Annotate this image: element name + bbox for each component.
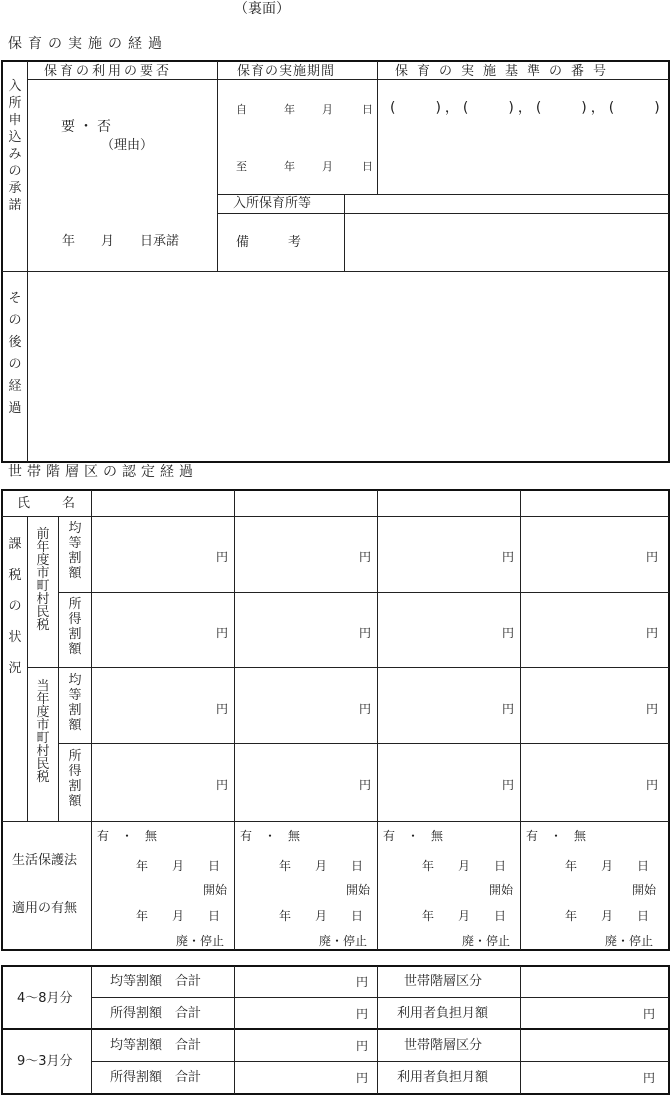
side-label-keika-char: そ — [8, 291, 22, 306]
hogo-start-date-c4: 年 月 日 — [565, 859, 650, 873]
zennendo-label-char: 度 — [36, 553, 50, 568]
futan-2-yen: 円 — [643, 1071, 656, 1085]
kazei-label-char: の — [8, 599, 22, 614]
hogo-end-date-c4: 年 月 日 — [565, 909, 650, 923]
shotoku-label-char: 所 — [68, 597, 82, 612]
side-label-keika-char: の — [8, 357, 22, 372]
kinto-label-2 — [63, 674, 87, 732]
side-label-keika-char: の — [8, 313, 22, 328]
period-from-month: 月 — [322, 103, 333, 116]
shotoku-label-char: 得 — [68, 612, 82, 627]
tax-yen-r4-c1: 円 — [216, 778, 229, 792]
tonendo-label-char: 市 — [36, 718, 50, 733]
section2-title: 世帯階層区の認定経過 — [8, 464, 198, 480]
hogo-start-date-c1: 年 月 日 — [136, 859, 221, 873]
tax-yen-r2-c1: 円 — [216, 626, 229, 640]
hogo-start-date-c3: 年 月 日 — [422, 859, 507, 873]
side-label-keika-char: 過 — [8, 401, 22, 416]
side-label-shodaku-char: 所 — [8, 96, 22, 111]
side-label-shodaku-char: 申 — [8, 113, 22, 128]
tax-yen-r3-c4: 円 — [646, 702, 659, 716]
tonendo-label-char: 民 — [36, 757, 50, 772]
shimei-label: 氏 名 — [17, 496, 78, 511]
futan-label-2: 利用者負担月額 — [397, 1070, 489, 1085]
hogo-kaishi-c3: 開始 — [489, 883, 514, 897]
period-row-2: 9～3月分 — [17, 1054, 73, 1069]
hogo-kaishi-c1: 開始 — [203, 883, 228, 897]
tonendo-label-char: 年 — [36, 692, 50, 707]
side-label-shodaku-char: 承 — [8, 181, 22, 196]
period-from-label: 自 — [236, 103, 247, 116]
tax-yen-r3-c2: 円 — [359, 702, 372, 716]
hogo-umu-c2: 有 ・ 無 — [240, 829, 301, 843]
kazei-label-char: 税 — [8, 568, 22, 583]
hogo-start-date-c2: 年 月 日 — [279, 859, 364, 873]
kinto-label-char: 等 — [68, 688, 82, 703]
zennendo-label-char: 年 — [36, 540, 50, 555]
kazei-label-char: 課 — [8, 537, 22, 552]
tax-yen-r2-c4: 円 — [646, 626, 659, 640]
shotoku-total-1-yen: 円 — [356, 1007, 369, 1021]
zennendo-label-char: 前 — [36, 527, 50, 542]
hogo-end-date-c2: 年 月 日 — [279, 909, 364, 923]
tax-yen-r1-c4: 円 — [646, 550, 659, 564]
kazei-label — [5, 538, 25, 675]
side-label-shodaku-char: 入 — [8, 79, 22, 94]
tax-yen-r1-c1: 円 — [216, 550, 229, 564]
side-label-keika-char: 経 — [8, 379, 22, 394]
kazei-label-char: 況 — [8, 661, 22, 676]
hogo-haishi-c4: 廃・停止 — [605, 934, 654, 948]
shotoku-total-1: 所得割額 合計 — [110, 1006, 202, 1021]
kazei-label-char: 状 — [8, 630, 22, 645]
shotoku-label-char: 額 — [68, 794, 82, 809]
tax-yen-r4-c2: 円 — [359, 778, 372, 792]
kinto-label-char: 均 — [68, 673, 82, 688]
side-label-shodaku — [5, 80, 25, 212]
side-label-shodaku-char: の — [8, 164, 22, 179]
zennendo-label-char: 村 — [36, 592, 50, 607]
yohi-text: 要・否 — [61, 119, 115, 135]
period-from-day: 日 — [362, 103, 373, 116]
kinto-label-1 — [63, 522, 87, 580]
shotoku-label-char: 得 — [68, 764, 82, 779]
shotoku-total-2-yen: 円 — [356, 1071, 369, 1085]
side-label-shodaku-char: 諾 — [8, 198, 22, 213]
tax-yen-r3-c3: 円 — [502, 702, 515, 716]
seikatsu-label-2: 適用の有無 — [12, 901, 78, 916]
side-label-shodaku-char: み — [8, 147, 22, 162]
hogo-umu-c1: 有 ・ 無 — [97, 829, 158, 843]
side-label-keika — [5, 292, 25, 415]
kinto-label-char: 割 — [68, 703, 82, 718]
kijun-number-slots: ( )，( )，( )，( ) — [390, 100, 664, 116]
tonendo-label — [31, 680, 55, 784]
futan-1-yen: 円 — [643, 1007, 656, 1021]
header-yohi: 保育の利用の要否 — [44, 64, 173, 79]
nyusho-label: 入所保育所等 — [233, 196, 312, 211]
kaiso-label-2: 世帯階層区分 — [404, 1038, 483, 1053]
period-to-year: 年 — [284, 160, 295, 173]
tax-yen-r4-c3: 円 — [502, 778, 515, 792]
page-label: （裏面） — [234, 1, 290, 17]
shotoku-label-char: 割 — [68, 779, 82, 794]
side-label-keika-char: 後 — [8, 335, 22, 350]
biko-label: 備 考 — [236, 235, 302, 250]
kinto-total-1-yen: 円 — [356, 975, 369, 989]
kinto-label-char: 額 — [68, 566, 82, 581]
period-to-month: 月 — [322, 160, 333, 173]
header-kijun: 保育の実施基準の番号 — [395, 64, 616, 79]
tax-yen-r1-c2: 円 — [359, 550, 372, 564]
kinto-label-char: 等 — [68, 536, 82, 551]
tonendo-label-char: 町 — [36, 731, 50, 746]
period-from-year: 年 — [284, 103, 295, 116]
hogo-end-date-c3: 年 月 日 — [422, 909, 507, 923]
kinto-label-char: 均 — [68, 521, 82, 536]
kinto-label-char: 額 — [68, 718, 82, 733]
shodaku-date: 年 月 日承諾 — [62, 234, 180, 249]
seikatsu-label-1: 生活保護法 — [12, 853, 78, 868]
hogo-kaishi-c4: 開始 — [632, 883, 657, 897]
hogo-end-date-c1: 年 月 日 — [136, 909, 221, 923]
hogo-kaishi-c2: 開始 — [346, 883, 371, 897]
kaiso-label-1: 世帯階層区分 — [404, 974, 483, 989]
kinto-total-1: 均等割額 合計 — [110, 974, 202, 989]
section1-title: 保育の実施の経過 — [8, 36, 168, 52]
tax-yen-r2-c3: 円 — [502, 626, 515, 640]
shotoku-label-char: 割 — [68, 627, 82, 642]
tax-yen-r3-c1: 円 — [216, 702, 229, 716]
futan-label-1: 利用者負担月額 — [397, 1006, 489, 1021]
period-to-day: 日 — [362, 160, 373, 173]
kinto-total-2: 均等割額 合計 — [110, 1038, 202, 1053]
zennendo-label — [31, 528, 55, 632]
tax-yen-r2-c2: 円 — [359, 626, 372, 640]
period-row-1: 4～8月分 — [17, 991, 73, 1006]
riyu-text: （理由） — [101, 138, 154, 153]
zennendo-label-char: 税 — [36, 618, 50, 633]
header-kikan: 保育の実施期間 — [237, 64, 336, 79]
tonendo-label-char: 村 — [36, 744, 50, 759]
hogo-haishi-c1: 廃・停止 — [176, 934, 225, 948]
hogo-umu-c3: 有 ・ 無 — [383, 829, 444, 843]
shotoku-label-char: 額 — [68, 642, 82, 657]
tax-yen-r4-c4: 円 — [646, 778, 659, 792]
hogo-umu-c4: 有 ・ 無 — [526, 829, 587, 843]
kinto-total-2-yen: 円 — [356, 1039, 369, 1053]
tonendo-label-char: 税 — [36, 770, 50, 785]
period-to-label: 至 — [236, 160, 247, 173]
zennendo-label-char: 町 — [36, 579, 50, 594]
kinto-label-char: 割 — [68, 551, 82, 566]
side-label-shodaku-char: 込 — [8, 130, 22, 145]
tonendo-label-char: 度 — [36, 705, 50, 720]
hogo-haishi-c3: 廃・停止 — [462, 934, 511, 948]
hogo-haishi-c2: 廃・停止 — [319, 934, 368, 948]
tax-yen-r1-c3: 円 — [502, 550, 515, 564]
zennendo-label-char: 民 — [36, 605, 50, 620]
tonendo-label-char: 当 — [36, 679, 50, 694]
shotoku-label-2 — [63, 750, 87, 808]
shotoku-label-1 — [63, 598, 87, 656]
shotoku-total-2: 所得割額 合計 — [110, 1070, 202, 1085]
shotoku-label-char: 所 — [68, 749, 82, 764]
zennendo-label-char: 市 — [36, 566, 50, 581]
